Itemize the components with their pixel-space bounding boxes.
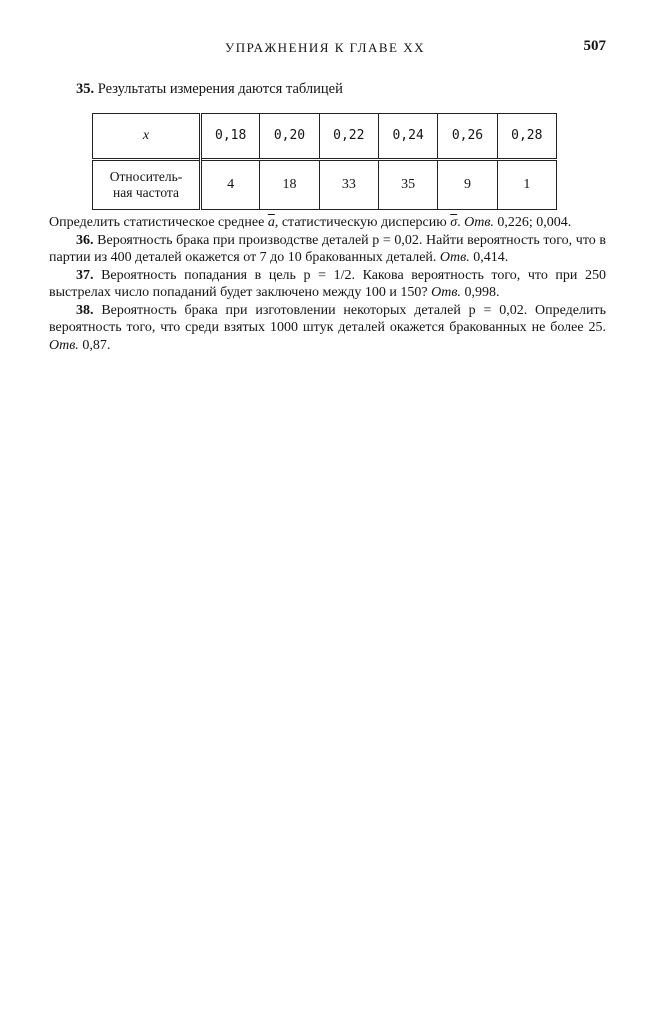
row-header-label: x <box>142 128 150 143</box>
answer-value: 0,998. <box>464 285 500 300</box>
table-cell <box>378 160 437 210</box>
cell-value: 0,26 <box>451 128 484 143</box>
table-row-x <box>93 114 557 160</box>
row-header-x <box>93 114 201 160</box>
cell-value: 0,22 <box>333 128 365 143</box>
problem-text: Вероятность брака при изготовлении некоторых деталей p = 0,02. Определить вероятность того, что среди взятых 1000 штук деталей окажется бракованных не более 25. <box>49 302 606 335</box>
problem-text: Вероятность брака при производстве деталей p = 0,02. Найти вероятность того, что в партии из 400 деталей окажется от 7 до 10 бракованных деталей. <box>49 232 606 265</box>
problem-number: 35. <box>76 81 95 97</box>
table-cell <box>319 114 378 160</box>
task-text: . <box>457 215 461 230</box>
answer-label: Отв. <box>464 215 494 230</box>
problem-35-task <box>49 214 606 232</box>
table-cell <box>201 114 260 160</box>
table-cell <box>319 160 378 210</box>
table-cell <box>497 160 556 210</box>
measurement-table <box>92 113 557 210</box>
cell-value: 0,24 <box>392 128 424 143</box>
answer-value: 0,87. <box>82 337 111 353</box>
cell-value: 1 <box>523 177 531 192</box>
task-text: , статистическую дисперсию <box>274 215 447 230</box>
cell-value: 4 <box>227 177 235 192</box>
table-cell <box>201 160 260 210</box>
cell-value: 35 <box>401 177 416 192</box>
problem-37 <box>49 267 606 302</box>
cell-value: 0,18 <box>215 128 247 143</box>
row-header-line: Относитель- <box>109 169 183 184</box>
problem-text: Вероятность попадания в цель p = 1/2. Какова вероятность того, что при 250 выстрелах число попаданий будет заключено между 100 и 150? <box>49 267 606 300</box>
problem-number: 36. <box>76 232 94 248</box>
task-text: Определить статистическое среднее <box>49 215 265 230</box>
answer-label: Отв. <box>49 337 79 353</box>
row-header-line: ная частота <box>113 185 179 200</box>
cell-value: 9 <box>463 177 471 192</box>
cell-value: 0,20 <box>273 128 306 143</box>
problem-36 <box>49 232 606 267</box>
cell-value: 18 <box>282 177 297 192</box>
variance-symbol: $\overline{\sigma}$ <box>450 215 458 230</box>
cell-value: 33 <box>341 177 356 192</box>
table-cell <box>438 160 497 210</box>
running-head <box>0 38 650 58</box>
table-row-frequency <box>93 160 557 210</box>
answer-label: Отв. <box>431 285 461 300</box>
table-cell <box>438 114 497 160</box>
answer-label: Отв. <box>439 250 470 265</box>
cell-value: 0,28 <box>511 128 543 143</box>
table-cell <box>260 114 319 160</box>
page-number: 507 <box>583 38 606 54</box>
answer-value: 0,414. <box>473 250 509 265</box>
exercise-text <box>49 214 606 354</box>
running-title: УПРАЖНЕНИЯ К ГЛАВЕ XX <box>224 40 426 55</box>
problem-38 <box>49 302 606 355</box>
row-header-frequency <box>93 160 201 210</box>
problem-number: 37. <box>76 267 94 283</box>
problem-number: 38. <box>76 302 94 318</box>
table-cell <box>497 114 556 160</box>
table-cell <box>378 114 437 160</box>
problem-35-intro <box>76 80 596 98</box>
mean-symbol: $\overline{a}$ <box>267 215 275 230</box>
answer-value: 0,226; 0,004. <box>497 215 572 230</box>
problem-text: Результаты измерения даются таблицей <box>97 81 343 97</box>
table-cell <box>260 160 319 210</box>
